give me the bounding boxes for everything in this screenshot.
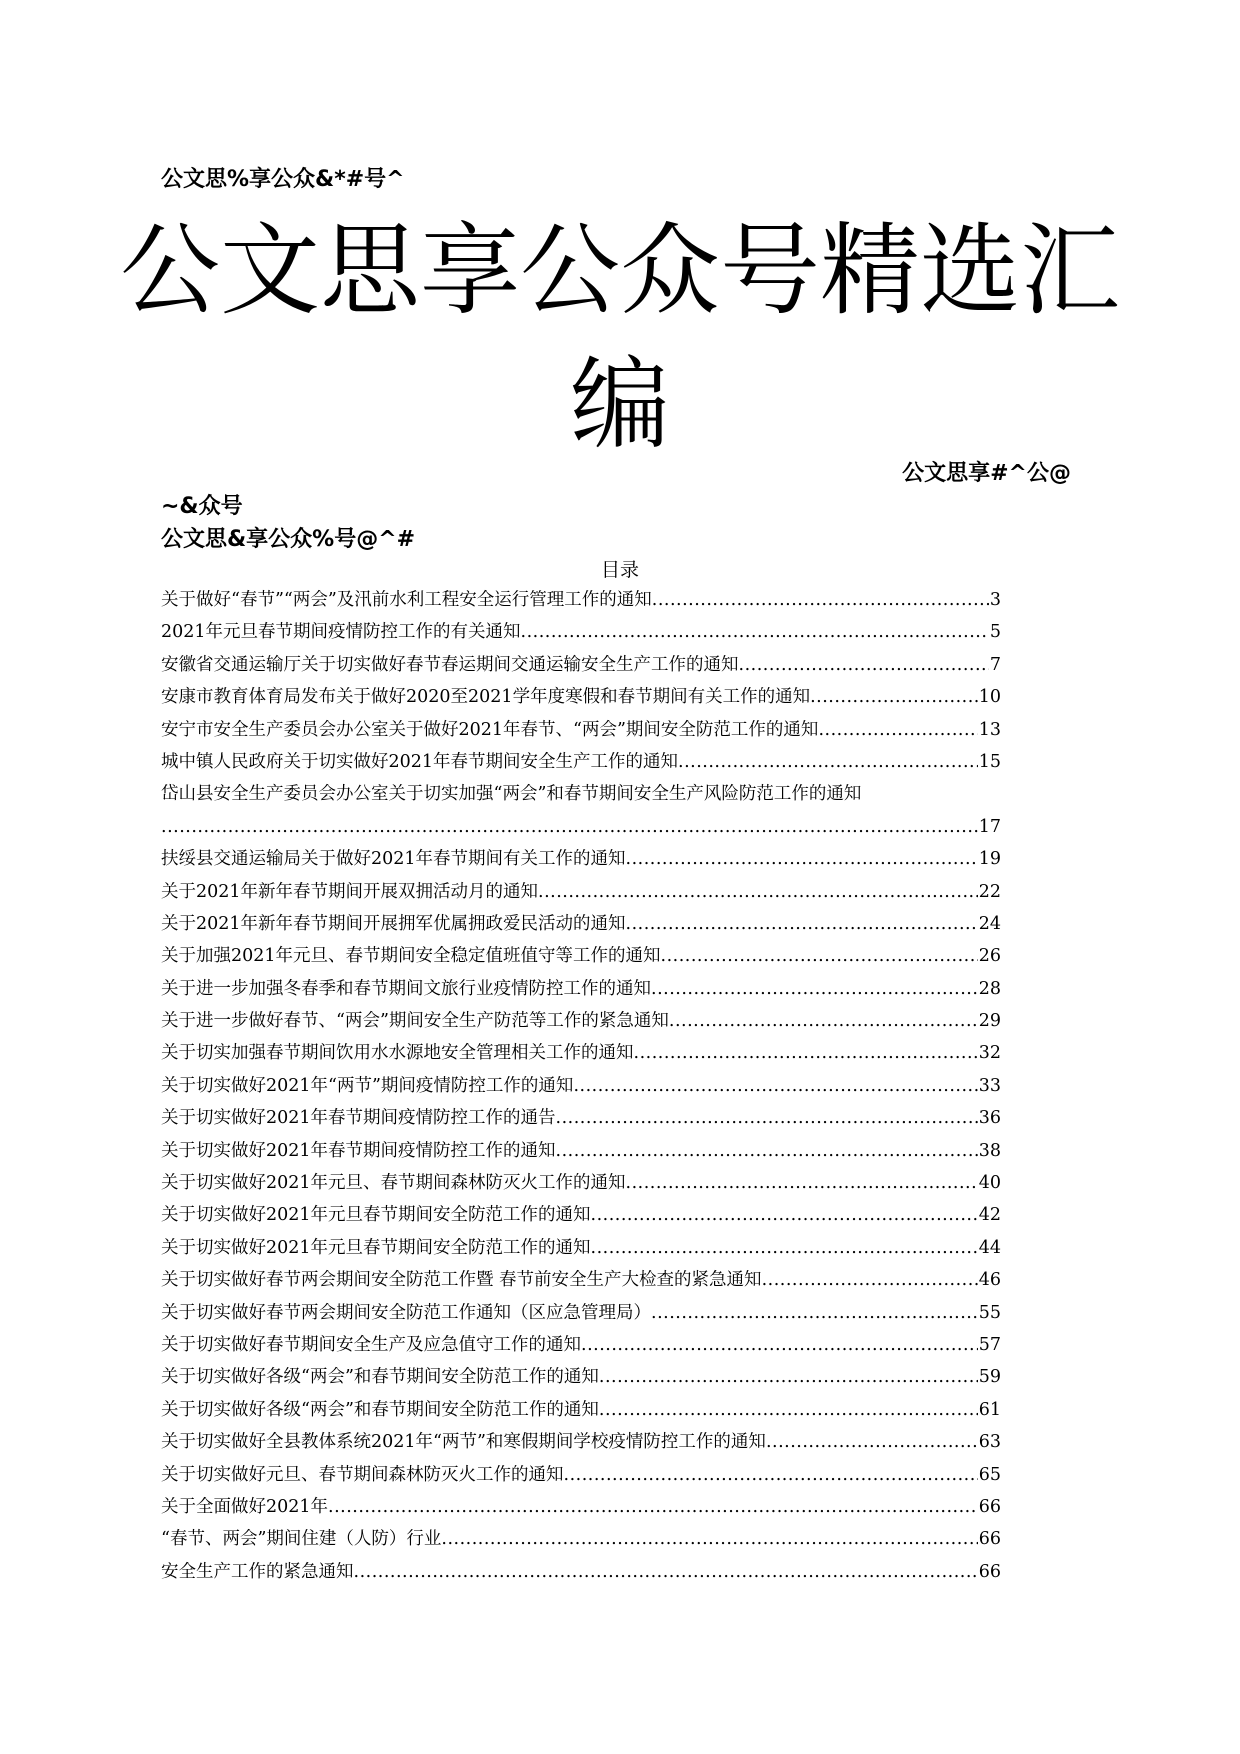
toc-entry-page: 38 — [978, 1140, 1001, 1161]
toc-entry[interactable] — [161, 746, 1001, 778]
toc-entry-title: 关于切实做好2021年春节期间疫情防控工作的通告 — [161, 1108, 556, 1129]
toc-entry-page: 26 — [978, 946, 1001, 967]
toc-entry-leader — [591, 1199, 978, 1231]
toc-entry-page: 36 — [978, 1108, 1001, 1129]
toc-entry-title: 关于做好“春节”“两会”及汛前水利工程安全运行管理工作的通知 — [161, 590, 652, 610]
toc-entry-leader — [818, 714, 977, 746]
toc-entry[interactable] — [161, 1556, 1001, 1588]
toc-entry-page: 66 — [978, 1529, 1001, 1550]
toc-entry-title: 关于切实做好春节两会期间安全防范工作通知（区应急管理局） — [161, 1302, 651, 1323]
header-watermark-top: 公文思%享公众&*#号^ — [161, 167, 405, 192]
toc-entry-leader — [573, 1070, 977, 1102]
toc-entry-title: 关于进一步加强冬春季和春节期间文旅行业疫情防控工作的通知 — [161, 978, 651, 999]
toc-entry[interactable] — [161, 1135, 1001, 1167]
toc-entry-page: 32 — [978, 1043, 1001, 1064]
toc-entry-title: “春节、两会”期间住建（人防）行业 — [161, 1529, 442, 1550]
toc-entry[interactable] — [161, 1102, 1001, 1134]
header-watermark-right: 公文思享#^公@ — [902, 461, 1071, 486]
toc-entry[interactable] — [161, 1329, 1001, 1361]
toc-entry[interactable] — [161, 1264, 1001, 1296]
toc-entry-leader — [538, 876, 978, 908]
toc-entry[interactable] — [161, 714, 1001, 746]
toc-entry-page: 10 — [978, 687, 1001, 708]
toc-entry[interactable] — [161, 1491, 1001, 1523]
toc-entry-leader — [652, 584, 989, 616]
toc-entry[interactable] — [161, 1297, 1001, 1329]
toc-entry[interactable] — [161, 584, 1001, 616]
toc-entry-leader — [739, 649, 989, 681]
toc-entry-page: 66 — [978, 1496, 1001, 1517]
header-watermark-left-2: 公文思&享公众%号@^# — [161, 527, 416, 552]
toc-entry-leader — [626, 908, 978, 940]
toc-entry-leader — [354, 1556, 978, 1588]
toc-entry[interactable] — [161, 1167, 1001, 1199]
toc-entry[interactable] — [161, 1005, 1001, 1037]
header-watermark-left-1: ~&众号 — [161, 494, 243, 519]
toc-entry-page: 19 — [978, 849, 1001, 870]
toc-entry[interactable] — [161, 1394, 1001, 1426]
toc-entry-leader — [626, 1167, 978, 1199]
toc-entry[interactable] — [161, 1523, 1001, 1555]
toc-entry-title: 关于切实做好2021年春节期间疫情防控工作的通知 — [161, 1140, 556, 1161]
toc-entry-title: 关于切实做好2021年“两节”期间疫情防控工作的通知 — [161, 1075, 574, 1096]
toc-entry[interactable] — [161, 1232, 1001, 1264]
toc-entry-title: 关于切实做好春节期间安全生产及应急值守工作的通知 — [161, 1335, 581, 1355]
toc-entry-page: 61 — [978, 1399, 1001, 1420]
toc-entry-title: 关于切实做好2021年元旦、春节期间森林防灭火工作的通知 — [161, 1173, 626, 1194]
toc-entry[interactable] — [161, 940, 1001, 972]
toc-entry-title: 关于切实做好各级“两会”和春节期间安全防范工作的通知 — [161, 1399, 599, 1420]
toc-entry-leader — [556, 1135, 978, 1167]
toc-entry-title: 关于2021年新年春节期间开展拥军优属拥政爱民活动的通知 — [161, 913, 626, 934]
toc-entry-page: 44 — [978, 1237, 1001, 1258]
toc-entry-title: 关于切实做好元旦、春节期间森林防灭火工作的通知 — [161, 1464, 564, 1485]
toc-entry-leader — [766, 1426, 978, 1458]
toc-entry-title: 安宁市安全生产委员会办公室关于做好2021年春节、“两会”期间安全防范工作的通知 — [161, 719, 819, 740]
toc-entry-leader — [581, 1329, 978, 1361]
toc-entry-title: 城中镇人民政府关于切实做好2021年春节期间安全生产工作的通知 — [161, 751, 679, 772]
toc-entry-page: 63 — [978, 1432, 1001, 1453]
toc-entry-title: 关于切实加强春节期间饮用水水源地安全管理相关工作的通知 — [161, 1043, 634, 1064]
toc-entry-leader — [564, 1459, 978, 1491]
toc-entry[interactable] — [161, 973, 1001, 1005]
toc-entry-title: 关于进一步做好春节、“两会”期间安全生产防范等工作的紧急通知 — [161, 1011, 669, 1032]
toc-entry-leader — [556, 1102, 978, 1134]
toc-entry-page: 17 — [978, 816, 1001, 837]
toc-entry-title: 安徽省交通运输厅关于切实做好春节春运期间交通运输安全生产工作的通知 — [161, 654, 739, 675]
toc-entry-leader — [328, 1491, 978, 1523]
toc-entry[interactable] — [161, 616, 1001, 648]
toc-entry-leader — [669, 1005, 978, 1037]
toc-entry-leader — [762, 1264, 978, 1296]
toc-entry-title: 关于切实做好各级“两会”和春节期间安全防范工作的通知 — [161, 1367, 599, 1388]
toc-entry-leader — [521, 616, 989, 648]
toc-entry-title: 关于全面做好2021年 — [161, 1496, 329, 1517]
toc-entry-title: 关于切实做好2021年元旦春节期间安全防范工作的通知 — [161, 1237, 591, 1258]
toc-entry-title: 关于切实做好春节两会期间安全防范工作暨 春节前安全生产大检查的紧急通知 — [161, 1270, 762, 1291]
toc-entry-page: 55 — [978, 1302, 1001, 1323]
toc-entry-leader — [810, 681, 978, 713]
toc-entry[interactable] — [161, 1037, 1001, 1069]
toc-entry-title: 岱山县安全生产委员会办公室关于切实加强“两会”和春节期间安全生产风险防范工作的通知 — [161, 784, 862, 805]
toc-entry-title: 扶绥县交通运输局关于做好2021年春节期间有关工作的通知 — [161, 849, 626, 870]
toc-entry-page: 33 — [978, 1075, 1001, 1096]
document-title-line2: 编 — [570, 346, 670, 463]
toc-entry-title: 安康市教育体育局发布关于做好2020至2021学年度寒假和春节期间有关工作的通知 — [161, 687, 811, 708]
toc-entry[interactable] — [161, 649, 1001, 681]
toc-entry-page: 46 — [978, 1270, 1001, 1291]
toc-entry-title: 关于切实做好2021年元旦春节期间安全防范工作的通知 — [161, 1205, 591, 1226]
toc-entry-title: 关于加强2021年元旦、春节期间安全稳定值班值守等工作的通知 — [161, 946, 661, 967]
toc-entry[interactable] — [161, 1199, 1001, 1231]
toc-entry-page: 15 — [978, 751, 1001, 772]
toc-entry-title: 安全生产工作的紧急通知 — [161, 1561, 354, 1582]
toc-entry-leader — [678, 746, 978, 778]
toc-entry-title: 关于2021年新年春节期间开展双拥活动月的通知 — [161, 881, 539, 902]
toc-entry[interactable] — [161, 681, 1001, 713]
toc-entry[interactable] — [161, 1426, 1001, 1458]
toc-heading: 目录 — [600, 559, 639, 581]
toc-entry-page: 22 — [978, 881, 1001, 902]
toc-entry-leader — [591, 1232, 978, 1264]
toc-entry-leader — [634, 1037, 978, 1069]
toc-entry-page: 24 — [978, 913, 1001, 934]
toc-entry-leader — [441, 1523, 977, 1555]
toc-entry-leader — [599, 1361, 978, 1393]
toc-entry-page: 42 — [978, 1205, 1001, 1226]
table-of-contents — [161, 584, 1001, 1588]
toc-entry-leader — [599, 1394, 978, 1426]
toc-entry-leader — [626, 843, 978, 875]
document-title-line1: 公文思享公众号精选汇 — [120, 212, 1120, 329]
toc-entry[interactable] — [161, 876, 1001, 908]
toc-entry[interactable] — [161, 778, 1001, 843]
toc-entry[interactable] — [161, 1361, 1001, 1393]
toc-entry-page: 40 — [978, 1173, 1001, 1194]
toc-entry[interactable] — [161, 843, 1001, 875]
toc-entry-page: 7 — [989, 654, 1001, 675]
toc-entry-page: 5 — [989, 622, 1001, 643]
toc-entry-page: 13 — [978, 719, 1001, 740]
toc-entry-leader — [661, 940, 978, 972]
toc-entry-leader — [651, 1297, 978, 1329]
toc-entry-title: 关于切实做好全县教体系统2021年“两节”和寒假期间学校疫情防控工作的通知 — [161, 1432, 766, 1453]
toc-entry[interactable] — [161, 1459, 1001, 1491]
toc-entry-leader — [161, 811, 978, 843]
toc-entry-title: 2021年元旦春节期间疫情防控工作的有关通知 — [161, 622, 521, 643]
toc-entry-page: 65 — [978, 1464, 1001, 1485]
toc-entry[interactable] — [161, 1070, 1001, 1102]
toc-entry[interactable] — [161, 908, 1001, 940]
toc-entry-page: 28 — [978, 978, 1001, 999]
toc-entry-page: 3 — [989, 590, 1001, 610]
toc-entry-page: 29 — [978, 1011, 1001, 1032]
toc-entry-page: 59 — [978, 1367, 1001, 1388]
toc-entry-page: 66 — [978, 1561, 1001, 1582]
toc-entry-leader — [651, 973, 978, 1005]
toc-entry-page: 57 — [978, 1335, 1001, 1355]
